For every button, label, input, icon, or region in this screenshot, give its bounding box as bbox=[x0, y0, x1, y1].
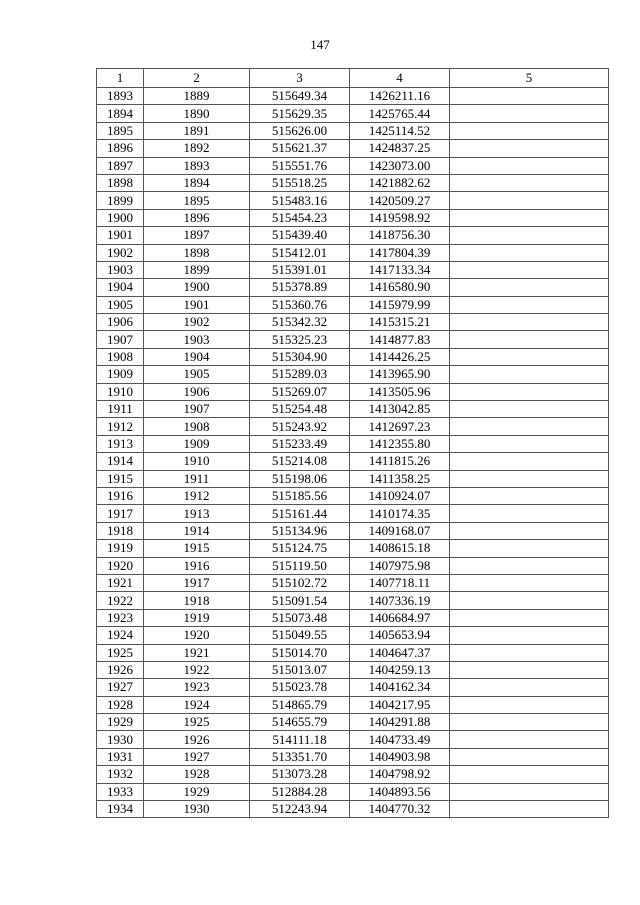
table-cell-col-4: 1404647.37 bbox=[350, 644, 450, 661]
table-cell-col-3: 515198.06 bbox=[250, 470, 350, 487]
table-cell-col-1: 1916 bbox=[97, 487, 144, 504]
table-cell-col-3: 515518.25 bbox=[250, 174, 350, 191]
table-row bbox=[97, 609, 609, 626]
table-cell-col-4: 1426211.16 bbox=[350, 88, 450, 105]
table-cell-col-5 bbox=[450, 209, 609, 226]
table-cell-col-1: 1898 bbox=[97, 174, 144, 191]
table-cell-col-1: 1918 bbox=[97, 522, 144, 539]
table-cell-col-5 bbox=[450, 696, 609, 713]
table-cell-col-2: 1923 bbox=[144, 679, 250, 696]
table-cell-col-2: 1908 bbox=[144, 418, 250, 435]
table-cell-col-1: 1913 bbox=[97, 435, 144, 452]
table-cell-col-3: 515626.00 bbox=[250, 122, 350, 139]
table-cell-col-1: 1926 bbox=[97, 661, 144, 678]
table-cell-col-2: 1899 bbox=[144, 261, 250, 278]
table-cell-col-5 bbox=[450, 679, 609, 696]
table-cell-col-5 bbox=[450, 140, 609, 157]
table-cell-col-3: 515304.90 bbox=[250, 348, 350, 365]
table-cell-col-2: 1906 bbox=[144, 383, 250, 400]
table-row bbox=[97, 122, 609, 139]
table-cell-col-1: 1910 bbox=[97, 383, 144, 400]
table-cell-col-5 bbox=[450, 731, 609, 748]
table-row bbox=[97, 505, 609, 522]
table-cell-col-5 bbox=[450, 627, 609, 644]
table-cell-col-5 bbox=[450, 714, 609, 731]
table-row bbox=[97, 696, 609, 713]
table-cell-col-1: 1896 bbox=[97, 140, 144, 157]
table-row bbox=[97, 140, 609, 157]
table-cell-col-3: 515269.07 bbox=[250, 383, 350, 400]
table-cell-col-4: 1404259.13 bbox=[350, 661, 450, 678]
table-cell-col-4: 1404798.92 bbox=[350, 766, 450, 783]
table-cell-col-2: 1930 bbox=[144, 801, 250, 818]
table-cell-col-1: 1931 bbox=[97, 748, 144, 765]
table-cell-col-5 bbox=[450, 435, 609, 452]
table-cell-col-1: 1893 bbox=[97, 88, 144, 105]
table-cell-col-3: 515629.35 bbox=[250, 105, 350, 122]
table-header bbox=[97, 69, 609, 88]
table-cell-col-3: 515649.34 bbox=[250, 88, 350, 105]
table-cell-col-2: 1907 bbox=[144, 401, 250, 418]
table-cell-col-5 bbox=[450, 279, 609, 296]
table-cell-col-3: 515289.03 bbox=[250, 366, 350, 383]
table-cell-col-2: 1922 bbox=[144, 661, 250, 678]
table-cell-col-4: 1412355.80 bbox=[350, 435, 450, 452]
table-cell-col-1: 1921 bbox=[97, 574, 144, 591]
table-cell-col-3: 515119.50 bbox=[250, 557, 350, 574]
table-cell-col-3: 515378.89 bbox=[250, 279, 350, 296]
table-row bbox=[97, 435, 609, 452]
table-cell-col-4: 1411815.26 bbox=[350, 453, 450, 470]
table-cell-col-4: 1425114.52 bbox=[350, 122, 450, 139]
table-cell-col-4: 1407718.11 bbox=[350, 574, 450, 591]
table-cell-col-2: 1904 bbox=[144, 348, 250, 365]
table-row bbox=[97, 679, 609, 696]
table-cell-col-1: 1904 bbox=[97, 279, 144, 296]
table-row bbox=[97, 88, 609, 105]
table-cell-col-5 bbox=[450, 766, 609, 783]
table-cell-col-2: 1902 bbox=[144, 314, 250, 331]
table-cell-col-3: 515102.72 bbox=[250, 574, 350, 591]
table-cell-col-2: 1898 bbox=[144, 244, 250, 261]
table-cell-col-5 bbox=[450, 366, 609, 383]
table-cell-col-3: 515621.37 bbox=[250, 140, 350, 157]
table-row bbox=[97, 261, 609, 278]
table-cell-col-4: 1413042.85 bbox=[350, 401, 450, 418]
table-cell-col-4: 1420509.27 bbox=[350, 192, 450, 209]
table-row bbox=[97, 192, 609, 209]
table-cell-col-5 bbox=[450, 174, 609, 191]
table-row bbox=[97, 348, 609, 365]
table-cell-col-4: 1416580.90 bbox=[350, 279, 450, 296]
table-cell-col-2: 1900 bbox=[144, 279, 250, 296]
table-row bbox=[97, 644, 609, 661]
table-cell-col-3: 515391.01 bbox=[250, 261, 350, 278]
table-cell-col-4: 1417133.34 bbox=[350, 261, 450, 278]
table-cell-col-3: 515073.48 bbox=[250, 609, 350, 626]
table-cell-col-1: 1929 bbox=[97, 714, 144, 731]
table-cell-col-3: 515214.08 bbox=[250, 453, 350, 470]
table-cell-col-4: 1413505.96 bbox=[350, 383, 450, 400]
table-cell-col-3: 515134.96 bbox=[250, 522, 350, 539]
table-cell-col-4: 1421882.62 bbox=[350, 174, 450, 191]
table-cell-col-2: 1918 bbox=[144, 592, 250, 609]
table-row bbox=[97, 383, 609, 400]
table-cell-col-4: 1425765.44 bbox=[350, 105, 450, 122]
table-cell-col-3: 515185.56 bbox=[250, 487, 350, 504]
table-row bbox=[97, 801, 609, 818]
table-cell-col-1: 1899 bbox=[97, 192, 144, 209]
table-cell-col-2: 1924 bbox=[144, 696, 250, 713]
table-cell-col-3: 515325.23 bbox=[250, 331, 350, 348]
table-row bbox=[97, 157, 609, 174]
table-cell-col-1: 1919 bbox=[97, 540, 144, 557]
table-cell-col-2: 1914 bbox=[144, 522, 250, 539]
table-cell-col-2: 1889 bbox=[144, 88, 250, 105]
table-row bbox=[97, 418, 609, 435]
table-row bbox=[97, 470, 609, 487]
table-cell-col-2: 1917 bbox=[144, 574, 250, 591]
table-cell-col-4: 1417804.39 bbox=[350, 244, 450, 261]
table-row bbox=[97, 487, 609, 504]
table-row bbox=[97, 174, 609, 191]
table-cell-col-1: 1911 bbox=[97, 401, 144, 418]
table-cell-col-3: 515091.54 bbox=[250, 592, 350, 609]
table-cell-col-4: 1414877.83 bbox=[350, 331, 450, 348]
table-row bbox=[97, 574, 609, 591]
table-cell-col-3: 515124.75 bbox=[250, 540, 350, 557]
table-cell-col-4: 1412697.23 bbox=[350, 418, 450, 435]
column-header-4: 4 bbox=[350, 69, 450, 88]
table-cell-col-2: 1910 bbox=[144, 453, 250, 470]
table-row bbox=[97, 714, 609, 731]
table-cell-col-5 bbox=[450, 505, 609, 522]
table-cell-col-2: 1891 bbox=[144, 122, 250, 139]
table-cell-col-1: 1934 bbox=[97, 801, 144, 818]
table-cell-col-3: 514111.18 bbox=[250, 731, 350, 748]
table-row bbox=[97, 279, 609, 296]
table-row bbox=[97, 661, 609, 678]
table-cell-col-5 bbox=[450, 122, 609, 139]
table-row bbox=[97, 227, 609, 244]
table-cell-col-2: 1919 bbox=[144, 609, 250, 626]
table-cell-col-2: 1926 bbox=[144, 731, 250, 748]
table-cell-col-4: 1409168.07 bbox=[350, 522, 450, 539]
table-cell-col-4: 1410174.35 bbox=[350, 505, 450, 522]
table-cell-col-4: 1419598.92 bbox=[350, 209, 450, 226]
table-cell-col-4: 1415315.21 bbox=[350, 314, 450, 331]
table-cell-col-5 bbox=[450, 470, 609, 487]
table-cell-col-1: 1908 bbox=[97, 348, 144, 365]
table-cell-col-1: 1933 bbox=[97, 783, 144, 800]
table-cell-col-4: 1405653.94 bbox=[350, 627, 450, 644]
table-cell-col-5 bbox=[450, 88, 609, 105]
table-cell-col-3: 515483.16 bbox=[250, 192, 350, 209]
table-cell-col-4: 1414426.25 bbox=[350, 348, 450, 365]
table-cell-col-2: 1893 bbox=[144, 157, 250, 174]
table-cell-col-2: 1890 bbox=[144, 105, 250, 122]
table-cell-col-1: 1903 bbox=[97, 261, 144, 278]
table-cell-col-1: 1915 bbox=[97, 470, 144, 487]
table-cell-col-1: 1927 bbox=[97, 679, 144, 696]
table-cell-col-1: 1912 bbox=[97, 418, 144, 435]
table-cell-col-4: 1404291.88 bbox=[350, 714, 450, 731]
table-cell-col-2: 1921 bbox=[144, 644, 250, 661]
table-cell-col-5 bbox=[450, 383, 609, 400]
table-cell-col-2: 1903 bbox=[144, 331, 250, 348]
table-cell-col-4: 1423073.00 bbox=[350, 157, 450, 174]
table-cell-col-5 bbox=[450, 261, 609, 278]
table-cell-col-1: 1907 bbox=[97, 331, 144, 348]
table-cell-col-4: 1408615.18 bbox=[350, 540, 450, 557]
table-cell-col-2: 1928 bbox=[144, 766, 250, 783]
table-cell-col-4: 1404770.32 bbox=[350, 801, 450, 818]
table-cell-col-4: 1413965.90 bbox=[350, 366, 450, 383]
table-cell-col-3: 515342.32 bbox=[250, 314, 350, 331]
table-cell-col-3: 515254.48 bbox=[250, 401, 350, 418]
table-cell-col-3: 515049.55 bbox=[250, 627, 350, 644]
table-cell-col-5 bbox=[450, 348, 609, 365]
table-row bbox=[97, 209, 609, 226]
coordinates-table bbox=[96, 68, 609, 818]
table-row bbox=[97, 766, 609, 783]
table-row bbox=[97, 731, 609, 748]
table-cell-col-4: 1410924.07 bbox=[350, 487, 450, 504]
table-cell-col-1: 1924 bbox=[97, 627, 144, 644]
table-cell-col-4: 1404162.34 bbox=[350, 679, 450, 696]
table-cell-col-4: 1407336.19 bbox=[350, 592, 450, 609]
table-cell-col-3: 514865.79 bbox=[250, 696, 350, 713]
table-cell-col-4: 1404903.98 bbox=[350, 748, 450, 765]
table-cell-col-1: 1928 bbox=[97, 696, 144, 713]
column-header-3: 3 bbox=[250, 69, 350, 88]
table-cell-col-5 bbox=[450, 574, 609, 591]
table-cell-col-5 bbox=[450, 227, 609, 244]
table-cell-col-1: 1923 bbox=[97, 609, 144, 626]
table-cell-col-1: 1895 bbox=[97, 122, 144, 139]
table-cell-col-5 bbox=[450, 522, 609, 539]
table-row bbox=[97, 592, 609, 609]
table-cell-col-2: 1894 bbox=[144, 174, 250, 191]
table-cell-col-1: 1932 bbox=[97, 766, 144, 783]
table-cell-col-2: 1895 bbox=[144, 192, 250, 209]
table-cell-col-4: 1415979.99 bbox=[350, 296, 450, 313]
table-cell-col-4: 1404893.56 bbox=[350, 783, 450, 800]
table-cell-col-3: 515013.07 bbox=[250, 661, 350, 678]
table-cell-col-5 bbox=[450, 609, 609, 626]
table-cell-col-3: 513073.28 bbox=[250, 766, 350, 783]
table-cell-col-2: 1916 bbox=[144, 557, 250, 574]
table-cell-col-3: 515439.40 bbox=[250, 227, 350, 244]
table-cell-col-4: 1411358.25 bbox=[350, 470, 450, 487]
table-cell-col-4: 1404217.95 bbox=[350, 696, 450, 713]
table-row bbox=[97, 366, 609, 383]
table-cell-col-2: 1912 bbox=[144, 487, 250, 504]
table-cell-col-3: 515023.78 bbox=[250, 679, 350, 696]
table-cell-col-1: 1900 bbox=[97, 209, 144, 226]
table-cell-col-5 bbox=[450, 418, 609, 435]
table-cell-col-1: 1897 bbox=[97, 157, 144, 174]
table-cell-col-5 bbox=[450, 783, 609, 800]
table-cell-col-5 bbox=[450, 661, 609, 678]
table-cell-col-1: 1920 bbox=[97, 557, 144, 574]
table-cell-col-3: 515161.44 bbox=[250, 505, 350, 522]
table-cell-col-5 bbox=[450, 487, 609, 504]
table-cell-col-5 bbox=[450, 314, 609, 331]
table-cell-col-5 bbox=[450, 801, 609, 818]
table-cell-col-2: 1929 bbox=[144, 783, 250, 800]
table-cell-col-2: 1925 bbox=[144, 714, 250, 731]
table-cell-col-2: 1913 bbox=[144, 505, 250, 522]
table-cell-col-2: 1920 bbox=[144, 627, 250, 644]
table-cell-col-4: 1418756.30 bbox=[350, 227, 450, 244]
table-cell-col-3: 512884.28 bbox=[250, 783, 350, 800]
table-cell-col-5 bbox=[450, 644, 609, 661]
table-cell-col-5 bbox=[450, 192, 609, 209]
table-cell-col-2: 1915 bbox=[144, 540, 250, 557]
table-cell-col-5 bbox=[450, 540, 609, 557]
table-cell-col-5 bbox=[450, 748, 609, 765]
table-cell-col-3: 512243.94 bbox=[250, 801, 350, 818]
table-cell-col-5 bbox=[450, 401, 609, 418]
table-row bbox=[97, 296, 609, 313]
column-header-2: 2 bbox=[144, 69, 250, 88]
table-row bbox=[97, 783, 609, 800]
table-cell-col-2: 1897 bbox=[144, 227, 250, 244]
table-row bbox=[97, 244, 609, 261]
table-cell-col-1: 1901 bbox=[97, 227, 144, 244]
table-cell-col-4: 1407975.98 bbox=[350, 557, 450, 574]
table-cell-col-2: 1927 bbox=[144, 748, 250, 765]
table-row bbox=[97, 627, 609, 644]
table-row bbox=[97, 557, 609, 574]
table-cell-col-5 bbox=[450, 157, 609, 174]
table-cell-col-2: 1896 bbox=[144, 209, 250, 226]
table-body bbox=[97, 88, 609, 818]
header-row bbox=[97, 69, 609, 88]
table-cell-col-1: 1922 bbox=[97, 592, 144, 609]
table-cell-col-4: 1424837.25 bbox=[350, 140, 450, 157]
table-cell-col-1: 1925 bbox=[97, 644, 144, 661]
table-row bbox=[97, 522, 609, 539]
table-cell-col-5 bbox=[450, 557, 609, 574]
table-cell-col-1: 1905 bbox=[97, 296, 144, 313]
table-cell-col-3: 515243.92 bbox=[250, 418, 350, 435]
table-cell-col-3: 515454.23 bbox=[250, 209, 350, 226]
table-cell-col-1: 1930 bbox=[97, 731, 144, 748]
column-header-5: 5 bbox=[450, 69, 609, 88]
table-cell-col-3: 515412.01 bbox=[250, 244, 350, 261]
table-cell-col-5 bbox=[450, 592, 609, 609]
table-cell-col-1: 1894 bbox=[97, 105, 144, 122]
table-cell-col-2: 1911 bbox=[144, 470, 250, 487]
page-number: 147 bbox=[310, 37, 330, 52]
table-cell-col-1: 1917 bbox=[97, 505, 144, 522]
table-row bbox=[97, 540, 609, 557]
table-row bbox=[97, 401, 609, 418]
table-cell-col-4: 1406684.97 bbox=[350, 609, 450, 626]
column-header-1: 1 bbox=[97, 69, 144, 88]
table-cell-col-5 bbox=[450, 453, 609, 470]
table-row bbox=[97, 453, 609, 470]
table-cell-col-2: 1892 bbox=[144, 140, 250, 157]
table-cell-col-1: 1909 bbox=[97, 366, 144, 383]
table-cell-col-5 bbox=[450, 244, 609, 261]
table-row bbox=[97, 314, 609, 331]
table-row bbox=[97, 331, 609, 348]
table-cell-col-3: 515233.49 bbox=[250, 435, 350, 452]
table-cell-col-2: 1905 bbox=[144, 366, 250, 383]
table-cell-col-4: 1404733.49 bbox=[350, 731, 450, 748]
table-cell-col-1: 1902 bbox=[97, 244, 144, 261]
table-row bbox=[97, 748, 609, 765]
table-cell-col-2: 1901 bbox=[144, 296, 250, 313]
table-cell-col-3: 515551.76 bbox=[250, 157, 350, 174]
table-cell-col-5 bbox=[450, 296, 609, 313]
table-cell-col-5 bbox=[450, 331, 609, 348]
table-cell-col-2: 1909 bbox=[144, 435, 250, 452]
table-cell-col-3: 515360.76 bbox=[250, 296, 350, 313]
table-row bbox=[97, 105, 609, 122]
table-cell-col-1: 1906 bbox=[97, 314, 144, 331]
table-cell-col-3: 514655.79 bbox=[250, 714, 350, 731]
table-cell-col-1: 1914 bbox=[97, 453, 144, 470]
table-cell-col-3: 513351.70 bbox=[250, 748, 350, 765]
table-cell-col-5 bbox=[450, 105, 609, 122]
table-cell-col-3: 515014.70 bbox=[250, 644, 350, 661]
